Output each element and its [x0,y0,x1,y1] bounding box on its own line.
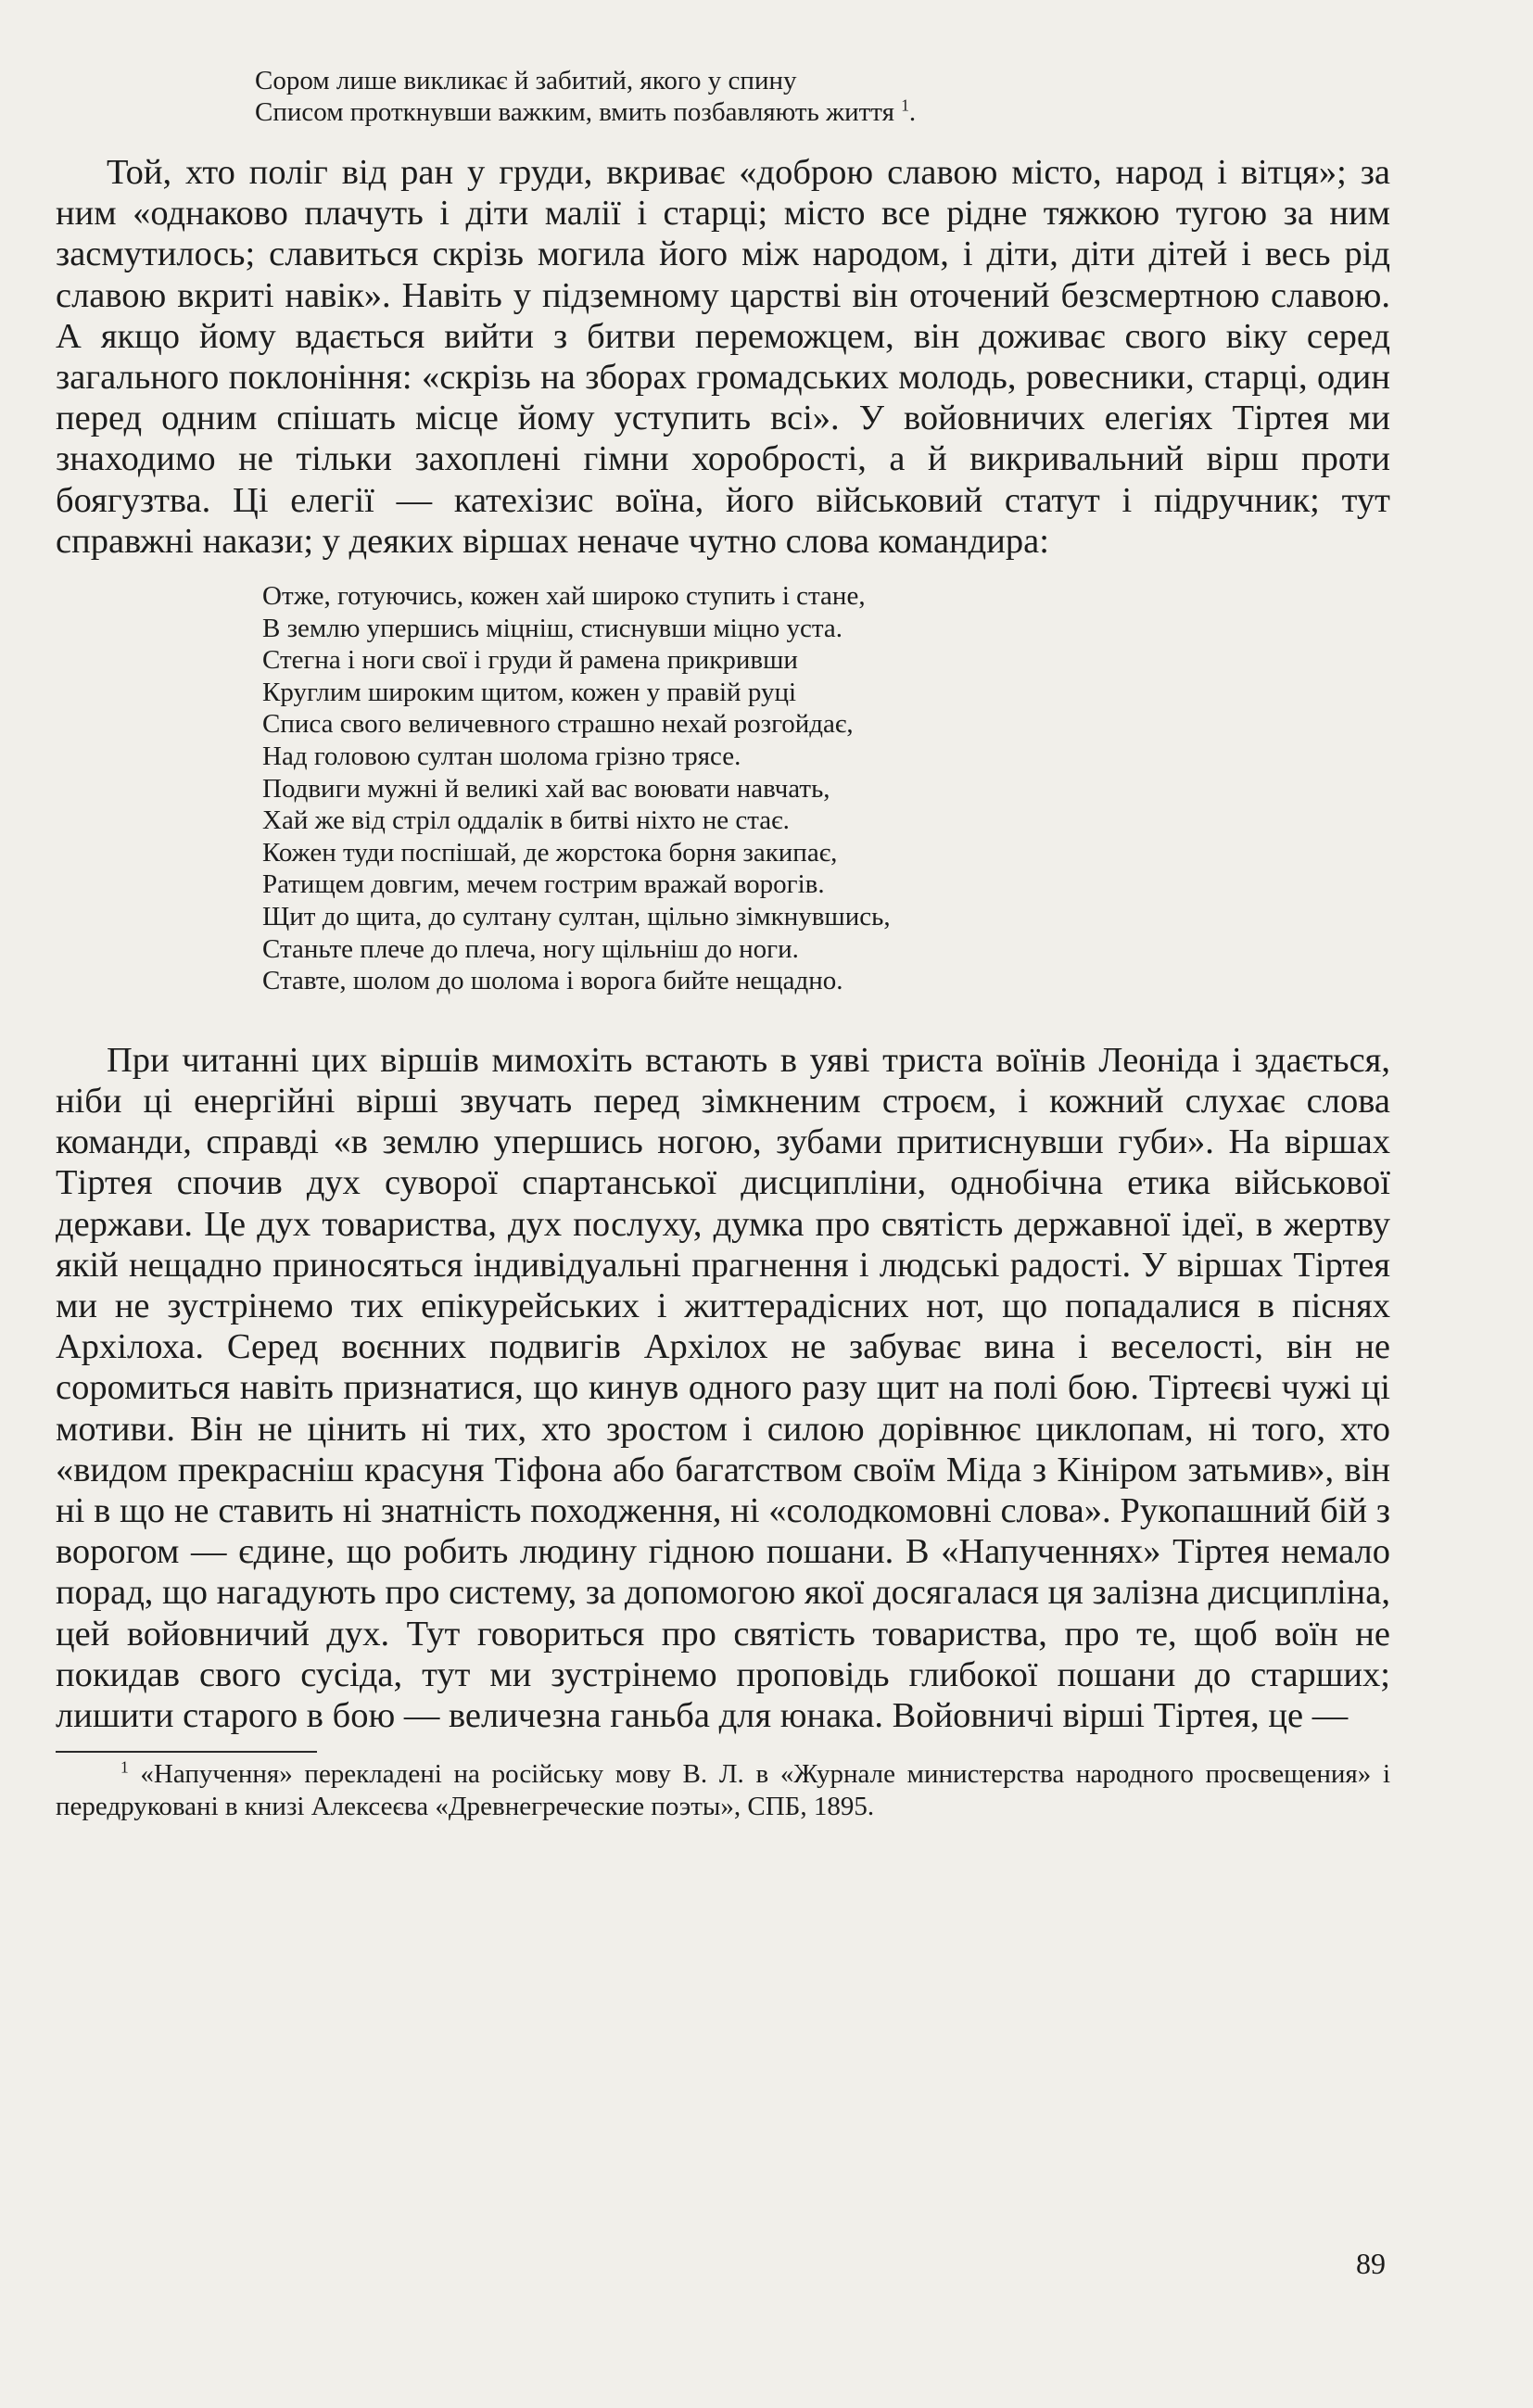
poem-line: Щит до щита, до султану султан, щільно зімкнувшись, [262,901,891,932]
epigraph-line [255,96,1390,128]
poem-line: Круглим широким щитом, кожен у правій руці [262,677,797,707]
paragraph: Той, хто поліг від ран у груди, вкриває «доброю славою місто, народ і вітця»; за ним «однаково плачуть і діти малії і старці; місто все рідне тяжкою тугою за ним засмутилось; славиться скрізь могила його між народом, і діти, діти дітей і весь рід славою вкриті навік». Навіть у підземному царстві він оточений безсмертною славою. А якщо йому вдається вийти з битви переможцем, він доживає свого віку серед загального поклоніння: «скрізь на зборах громадських молодь, ровесники, старці, один перед одним спішать місце йому уступить всі». У войовничих елегіях Тіртея ми знаходимо не тільки захоплені гімни хоробрості, а й викривальний вірш проти боягузтва. Ці елегії — катехізис воїна, його військовий статут і підручник; тут справжні накази; у деяких віршах неначе чутно слова командира: [56,153,1390,561]
poem-line: Станьте плече до плеча, ногу щільніш до ноги. [262,933,799,964]
poem-line: Кожен туди поспішай, де жорстока борня закипає, [262,837,838,868]
footnote-text: «Напучення» перекладені на російську мову В. Л. в «Журнале министерства народного просвещения» і передруковані в книзі Алексеєва «Древнегреческие поэты», СПБ, 1895. [56,1759,1390,1821]
footnote-reference: 1 [901,95,909,115]
poem-line: Отже, готуючись, кожен хай широко ступить і стане, [262,581,866,612]
poem-quote [262,580,1390,997]
paragraph: При читанні цих віршів мимохіть встають в уяві триста воїнів Леоніда і здається, ніби ці енергійні вірші звучать перед зімкненим строєм, і кожний слухає слова команди, справді «в землю упершись ногою, зубами притиснувши губи». На віршах Тіртея спочив дух суворої спартанської дисципліни, однобічна етика військової держави. Це дух товариства, дух послуху, думка про святість державної ідеї, в жертву якій нещадно приносяться індивідуальні прагнення і людські радості. У віршах Тіртея ми не зустрінемо тих епікурейських і життерадісних нот, що попадалися в піснях Архілоха. Серед воєнних подвигів Архілох не забуває вина і веселості, він не соромиться навіть признатися, що кинув одного разу щит на полі бою. Тіртеєві чужі ці мотиви. Він не цінить ні тих, хто зростом і силою дорівнює циклопам, ні того, хто «видом прекрасніш красуня Тіфона або багатством своїм Міда з Кініром затьмив», він ні в що не ставить ні знатність походження, ні «солодкомовні слова». Рукопашний бій з ворогом — єдине, що робить людину гідною пошани. В «Напученнях» Тіртея немало порад, що нагадують про систему, за допомогою якої досягалася ця залізна дисципліна, цей войовничий дух. Тут говориться про святість товариства, про те, щоб воїн не покидав свого сусіда, тут ми зустрінемо проповідь глибокої пошани до старших; лишити старого в бою — величезна ганьба для юнака. Войовничі вірші Тіртея, це — [56,1040,1390,1735]
poem-line: В землю упершись міцніш, стиснувши міцно уста. [262,613,843,643]
epigraph-line-text: Списом проткнувши важким, вмить позбавляють життя [255,97,894,127]
poem-line: Подвиги мужні й великі хай вас воювати навчать, [262,773,830,804]
epigraph [255,65,1390,128]
poem-line: Ратищем довгим, мечем гострим вражай ворогів. [262,869,825,900]
main-text [56,152,1390,1736]
poem-line: Ставте, шолом до шолома і ворога бийте нещадно. [262,966,843,996]
poem-line: Списа свого величевного страшно нехай розгойдає, [262,709,854,740]
epigraph-line: Сором лише викликає й забитий, якого у спину [255,66,797,95]
book-page [56,65,1390,1822]
epigraph-end: . [908,97,917,127]
poem-line: Стегна і ноги свої і груди й рамена прикривши [262,645,798,676]
footnote-divider [56,1751,317,1753]
poem-line: Над головою султан шолома грізно трясе. [262,741,741,771]
footnote-marker: 1 [120,1757,129,1777]
footnote [56,1758,1390,1822]
page-number: 89 [1356,2247,1386,2280]
poem-line: Хай же від стріл оддалік в битві ніхто не стає. [262,805,790,836]
